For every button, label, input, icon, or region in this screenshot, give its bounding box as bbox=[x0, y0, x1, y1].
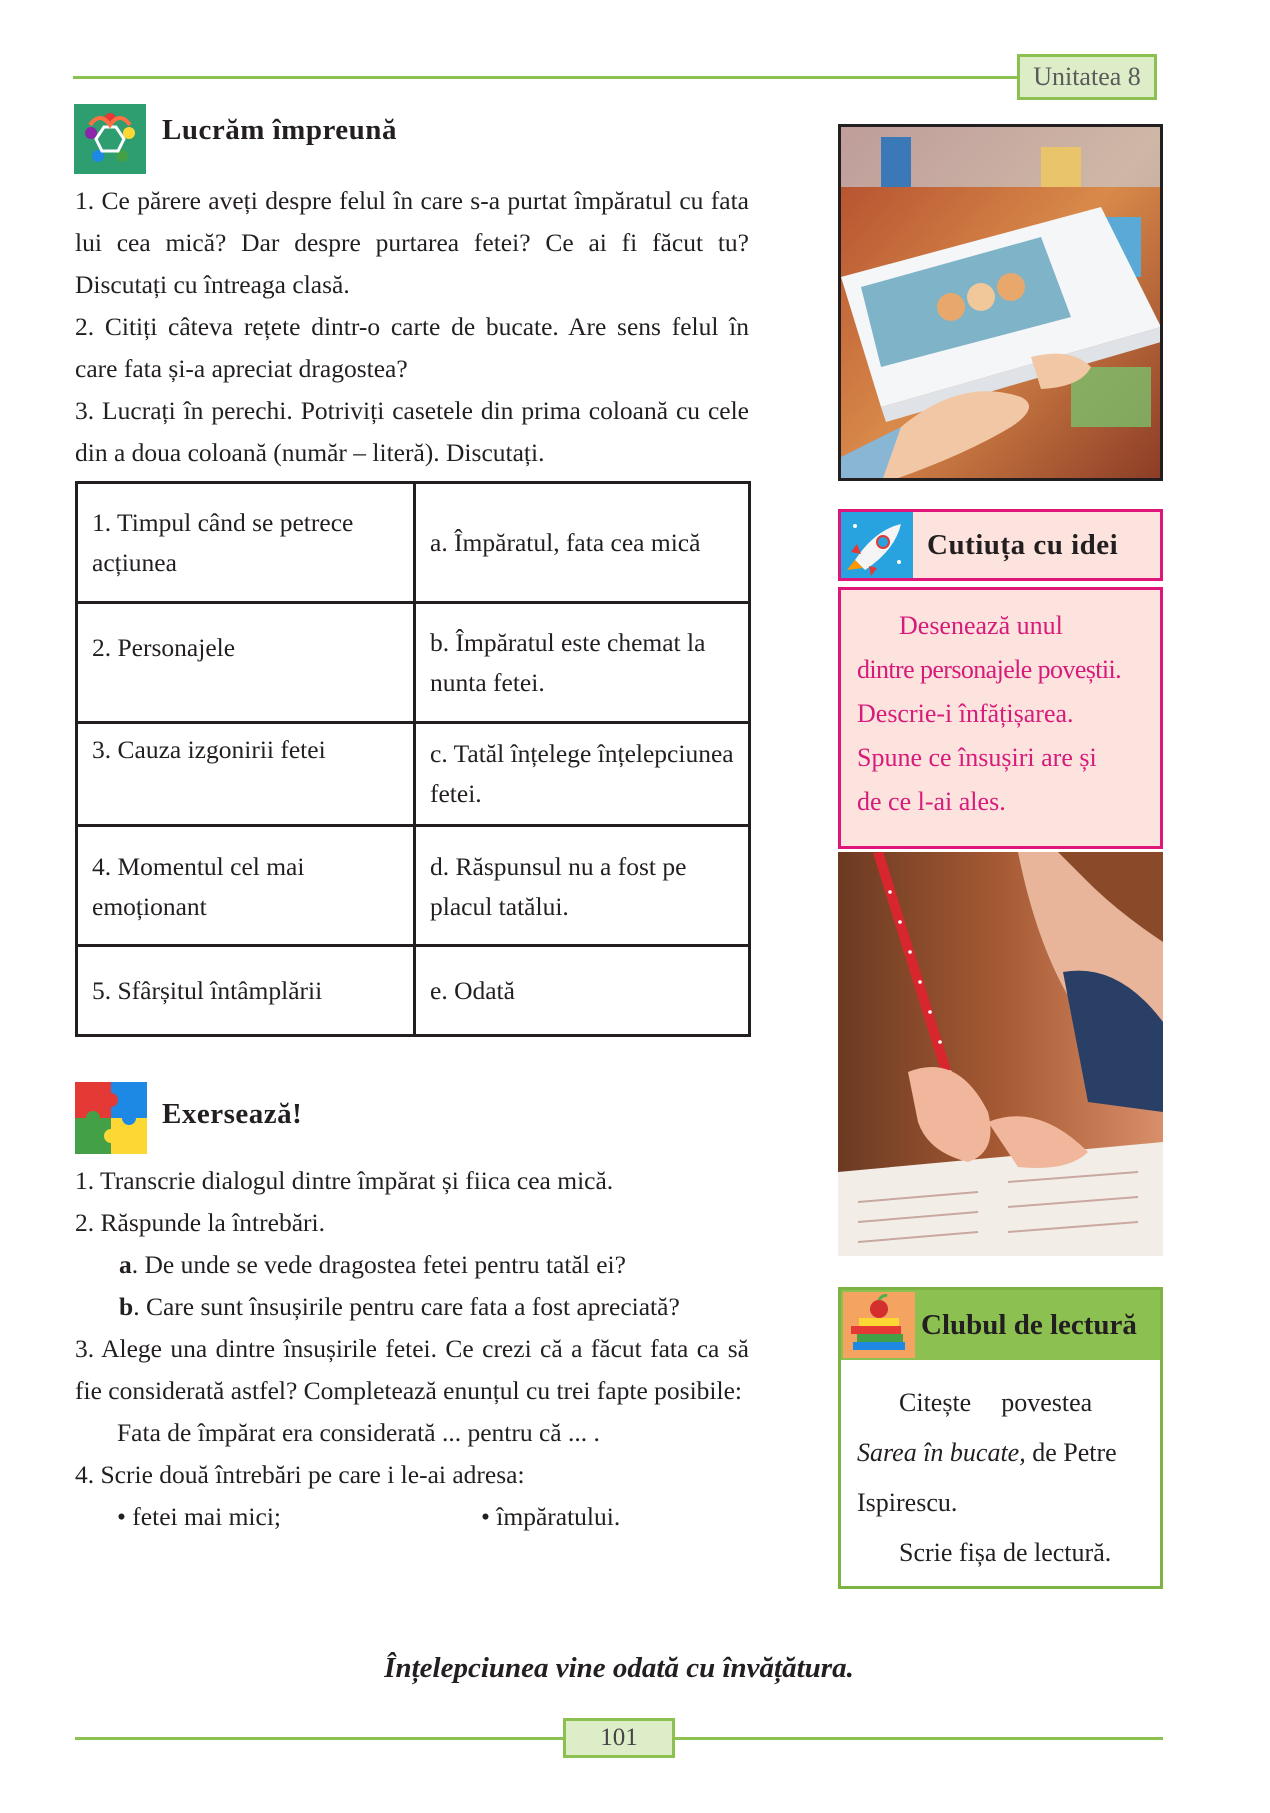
section-title-lucram: Lucrăm împreună bbox=[162, 114, 397, 146]
teamwork-icon bbox=[74, 104, 146, 174]
idea-box-header bbox=[838, 509, 1163, 581]
club-povestea: povestea bbox=[1001, 1388, 1093, 1417]
exercise-1: 1. Transcrie dialogul dintre împărat și fiica cea mică. bbox=[75, 1166, 614, 1195]
photo-child-writing bbox=[838, 852, 1163, 1256]
footer-rule-left bbox=[75, 1737, 565, 1740]
table-cell-right: d. Răspunsul nu a fost pe placul tatălui. bbox=[415, 826, 750, 946]
reading-club-header bbox=[841, 1290, 1160, 1360]
matching-table bbox=[75, 481, 751, 1037]
table-cell-right: b. Împăratul este chemat la nunta fetei. bbox=[415, 603, 750, 723]
paragraph-3: 3. Lucrați în perechi. Potriviți casetele din prima coloană cu cele din a doua coloană (număr – literă). Discutați. bbox=[75, 396, 749, 467]
club-line-3: Ispirescu. bbox=[857, 1488, 958, 1517]
exercise-4-bullets bbox=[75, 1496, 749, 1538]
reading-club-body bbox=[841, 1360, 1160, 1578]
table-cell-left: 3. Cauza izgonirii fetei bbox=[77, 723, 415, 826]
unit-label: Unitatea 8 bbox=[1017, 54, 1157, 100]
table-row bbox=[77, 603, 750, 723]
table-cell-left: 1. Timpul când se petrece acțiunea bbox=[77, 483, 415, 603]
puzzle-icon bbox=[75, 1082, 147, 1154]
page-number: 101 bbox=[563, 1718, 675, 1758]
idea-line: Spune ce însușiri are și bbox=[857, 743, 1097, 772]
table-row bbox=[77, 483, 750, 603]
letter-a: a bbox=[119, 1250, 132, 1279]
exercise-3: 3. Alege una dintre însușirile fetei. Ce crezi că a făcut fata ca să fie considerată astfel? Completează enunțul cu trei fapte posibile: bbox=[75, 1334, 749, 1405]
table-cell-right: c. Tatăl înțelege înțelepciunea fetei. bbox=[415, 723, 750, 826]
idea-box-body bbox=[838, 587, 1163, 849]
paragraph-2: 2. Citiți câteva rețete dintr-o carte de bucate. Are sens felul în care fata și-a apreciat dragostea? bbox=[75, 312, 749, 383]
exercise-2b bbox=[75, 1286, 749, 1328]
photo-book-reading bbox=[838, 124, 1163, 481]
exercise-2a bbox=[75, 1244, 749, 1286]
bullet-fetei: • fetei mai mici; bbox=[117, 1502, 281, 1531]
section-title-exerseaza: Exersează! bbox=[162, 1098, 303, 1130]
exercise-3-example: Fata de împărat era considerată ... pentru că ... . bbox=[117, 1418, 600, 1447]
idea-line: Desenează unul bbox=[899, 611, 1063, 640]
club-line-2 bbox=[857, 1428, 1148, 1478]
idea-box-title: Cutiuța cu idei bbox=[927, 528, 1119, 561]
table-cell-left: 4. Momentul cel mai emoționant bbox=[77, 826, 415, 946]
idea-line: Descrie-i înfățișarea. bbox=[857, 699, 1074, 728]
table-cell-right: a. Împăratul, fata cea mică bbox=[415, 483, 750, 603]
table-row bbox=[77, 723, 750, 826]
table-cell-right: e. Odată bbox=[415, 946, 750, 1036]
rocket-icon bbox=[841, 512, 913, 578]
club-line-1 bbox=[857, 1378, 1148, 1428]
exercise-2a-text: . De unde se vede dragostea fetei pentru tatăl ei? bbox=[131, 1250, 626, 1279]
club-citeste: Citește bbox=[899, 1388, 972, 1417]
footer-quote: Înțelepciunea vine odată cu învățătura. bbox=[384, 1652, 854, 1684]
table-cell-left: 2. Personajele bbox=[77, 603, 415, 723]
section1-text bbox=[75, 180, 749, 474]
header-rule bbox=[73, 76, 1019, 79]
footer-rule-right bbox=[673, 1737, 1163, 1740]
books-apple-icon bbox=[843, 1292, 915, 1358]
reading-club-box bbox=[838, 1287, 1163, 1589]
exercise-4: 4. Scrie două întrebări pe care i le-ai adresa: bbox=[75, 1460, 525, 1489]
book-title: Sarea în bucate, bbox=[857, 1438, 1026, 1467]
club-line-4: Scrie fișa de lectură. bbox=[899, 1538, 1112, 1567]
idea-line: dintre personajele poveștii. bbox=[857, 655, 1122, 684]
idea-line: de ce l-ai ales. bbox=[857, 787, 1006, 816]
bullet-imparatului: • împăratului. bbox=[481, 1502, 621, 1531]
table-cell-left: 5. Sfârșitul întâmplării bbox=[77, 946, 415, 1036]
exercise-2: 2. Răspunde la întrebări. bbox=[75, 1208, 325, 1237]
letter-b: b bbox=[119, 1292, 134, 1321]
table-row bbox=[77, 946, 750, 1036]
reading-club-title: Clubul de lectură bbox=[921, 1308, 1137, 1341]
paragraph-1: 1. Ce părere aveți despre felul în care s-a purtat împăratul cu fata lui cea mică? Dar despre purtarea fetei? Ce ai fi făcut tu? Discutați cu întreaga clasă. bbox=[75, 186, 749, 299]
exercise-2b-text: . Care sunt însușirile pentru care fata a fost apreciată? bbox=[133, 1292, 680, 1321]
section2-text bbox=[75, 1160, 749, 1538]
club-author-a: de Petre bbox=[1025, 1438, 1117, 1467]
table-row bbox=[77, 826, 750, 946]
